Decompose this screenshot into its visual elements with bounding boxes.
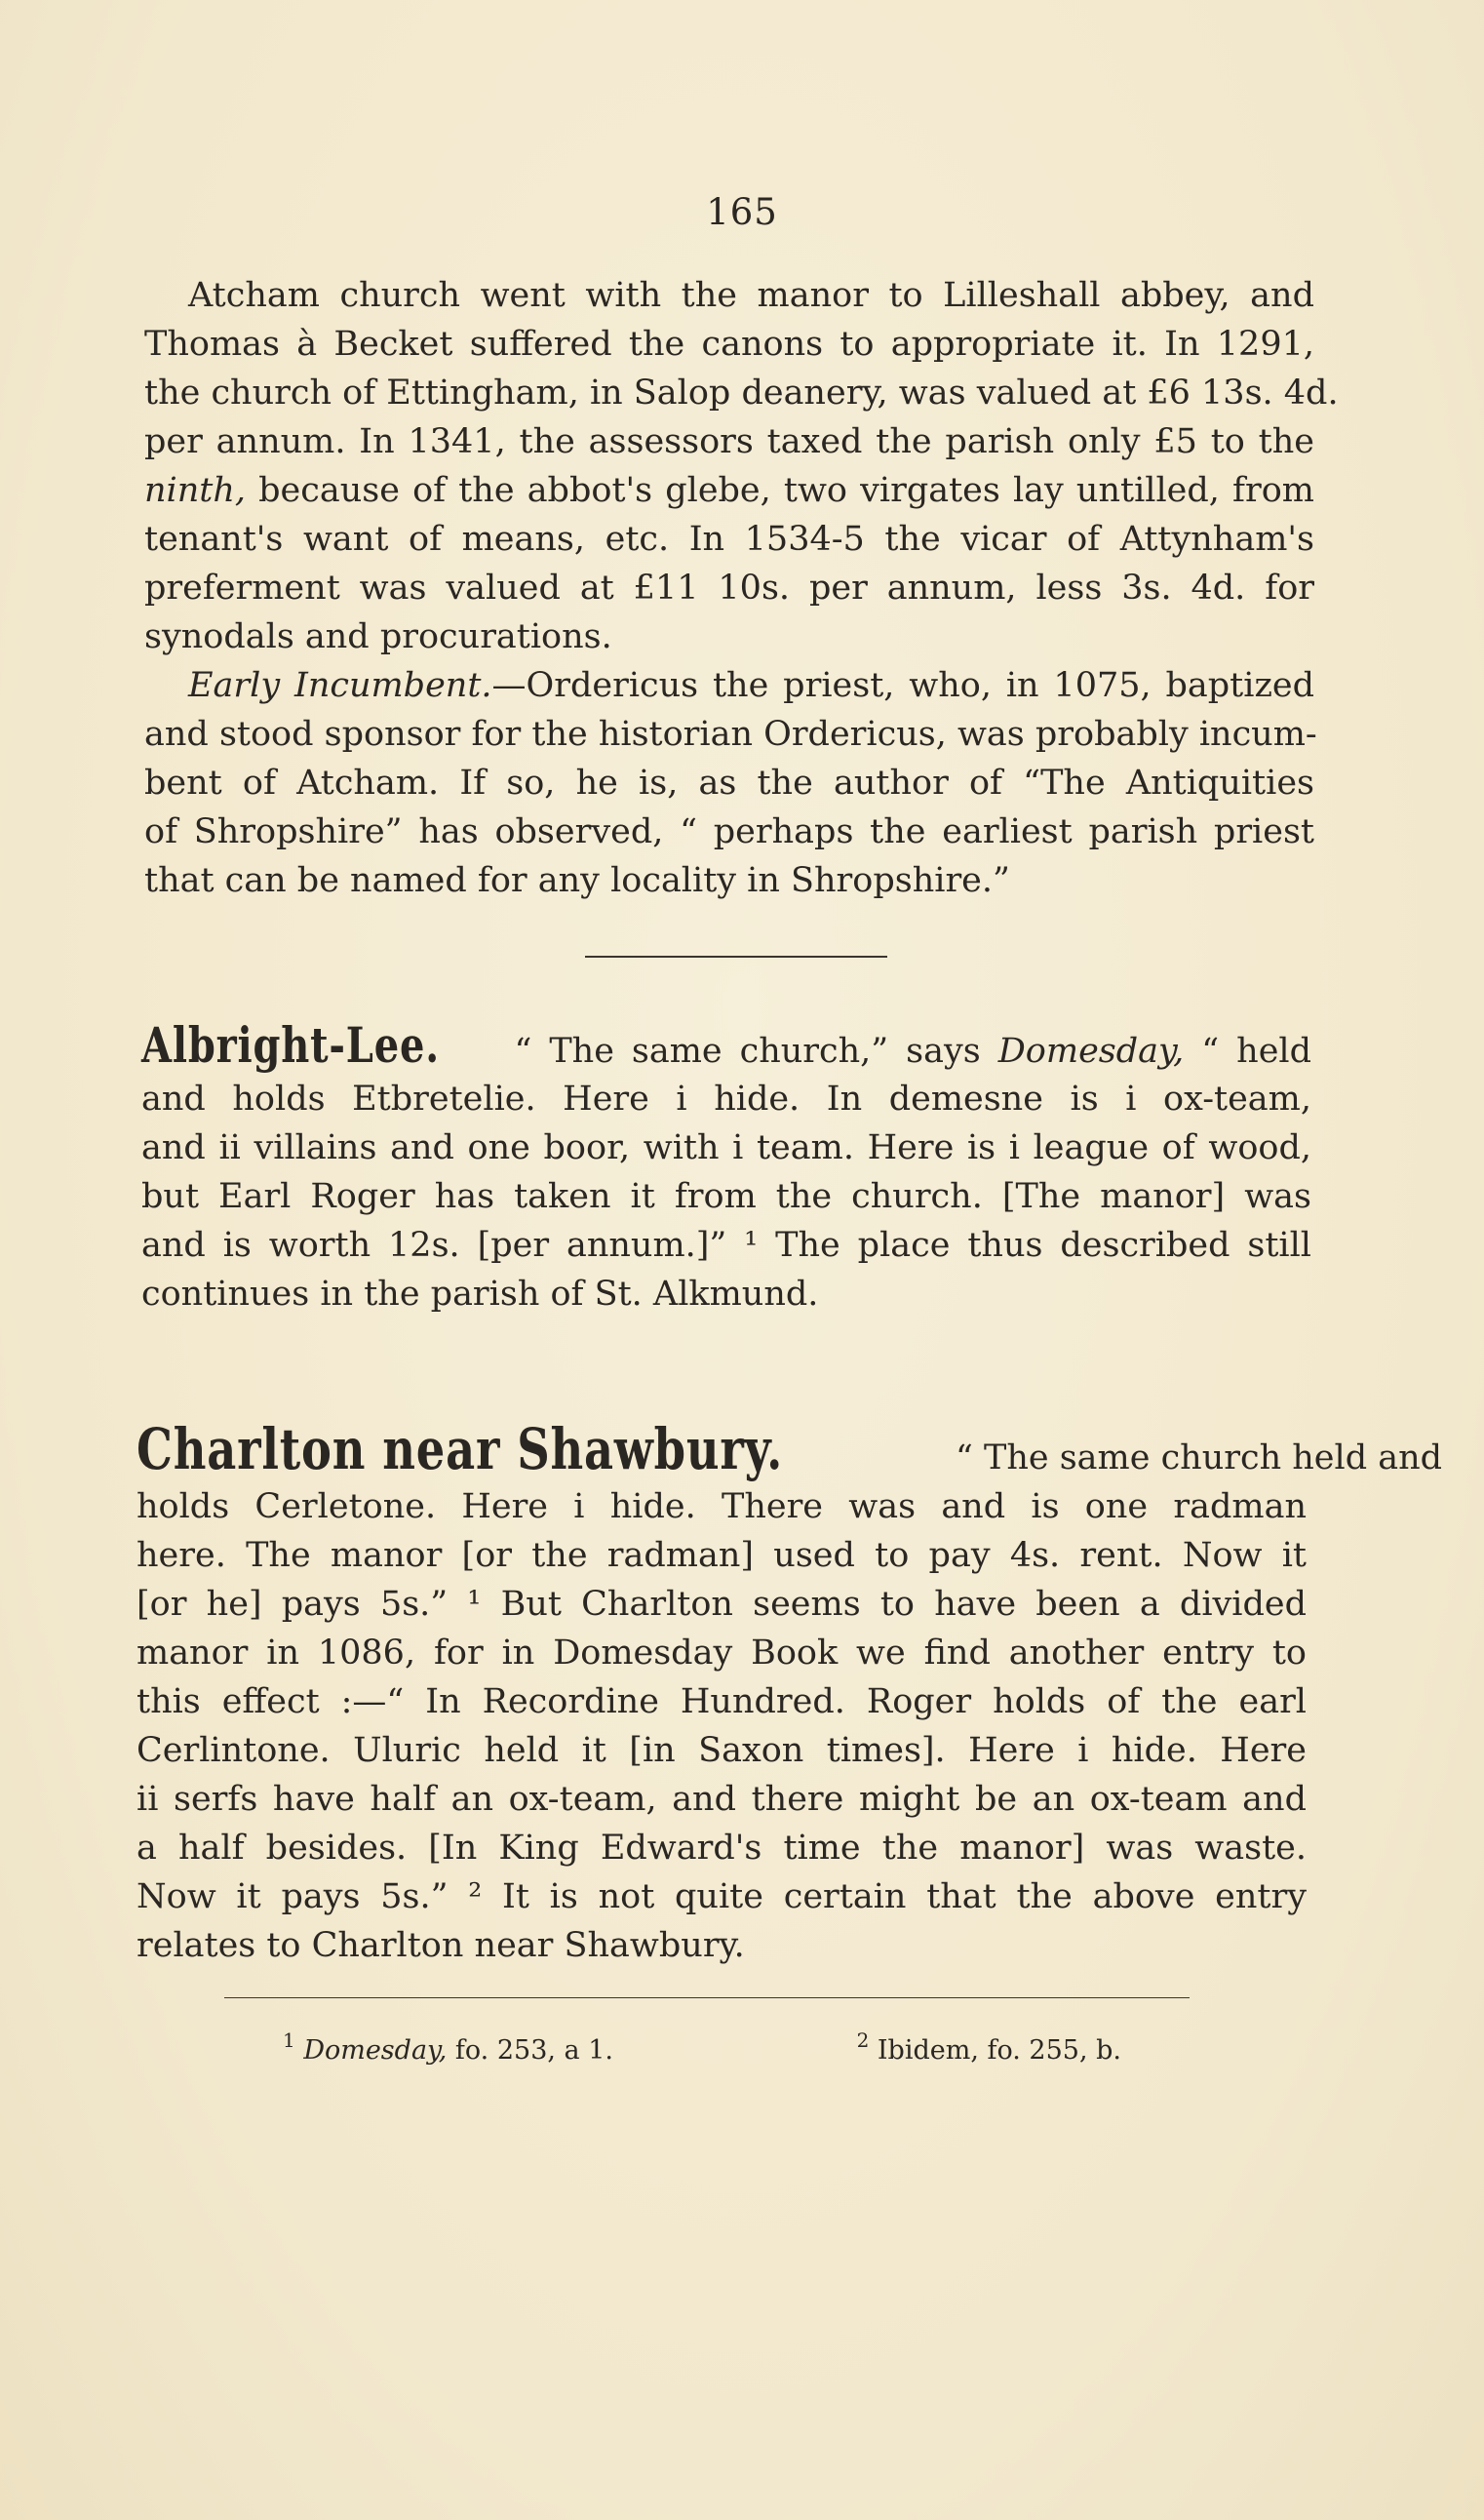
footnote-mark: 2 bbox=[856, 2028, 870, 2052]
section-title: Albright-Lee. bbox=[141, 1016, 440, 1074]
text-line: a half besides. [In King Edward's time the manor] was waste. bbox=[137, 1829, 1307, 1868]
footnote-mark: 1 bbox=[283, 2028, 295, 2052]
italic-word: Domesday, bbox=[997, 1032, 1185, 1071]
text-line: bent of Atcham. If so, he is, as the author of “The Antiquities bbox=[144, 764, 1314, 803]
page-number: 165 bbox=[706, 191, 778, 233]
footnote-text: Ibidem, fo. 255, b. bbox=[869, 2035, 1121, 2066]
text-line: relates to Charlton near Shawbury. bbox=[137, 1926, 745, 1965]
paragraph-early-incumbent bbox=[144, 661, 1317, 905]
text-line: preferment was valued at £11 10s. per annum, less 3s. 4d. for bbox=[144, 569, 1314, 608]
text-line: and is worth 12s. [per annum.]” ¹ The place thus described still bbox=[141, 1226, 1311, 1265]
section-albright-lee bbox=[141, 1016, 1311, 1319]
text-line: and holds Etbretelie. Here i hide. In demesne is i ox-team, bbox=[141, 1080, 1311, 1119]
text-line: [or he] pays 5s.” ¹ But Charlton seems to have been a divided bbox=[137, 1585, 1307, 1624]
section-title: Charlton near Shawbury. bbox=[137, 1416, 784, 1482]
footnote-divider bbox=[224, 1997, 1190, 1998]
text-line: holds Cerletone. Here i hide. There was and is one radman bbox=[137, 1487, 1307, 1526]
footnote-text: fo. 253, a 1. bbox=[447, 2035, 613, 2066]
footnotes bbox=[283, 2028, 1121, 2066]
text-span: “ held bbox=[1184, 1032, 1312, 1071]
text-line bbox=[144, 466, 1314, 515]
text-line: Thomas à Becket suffered the canons to appropriate it. In 1291, bbox=[144, 325, 1314, 364]
text-line: and stood sponsor for the historian Ordericus, was probably incum- bbox=[144, 715, 1317, 754]
footnote-1 bbox=[283, 2028, 613, 2066]
text-line: Atcham church went with the manor to Lilleshall abbey, and bbox=[188, 276, 1314, 315]
section-charlton bbox=[137, 1416, 1443, 1970]
text-line: the church of Ettingham, in Salop deanery, was valued at £6 13s. 4d. bbox=[144, 374, 1339, 413]
text-line: Cerlintone. Uluric held it [in Saxon times]. Here i hide. Here bbox=[137, 1731, 1307, 1770]
text-line: continues in the parish of St. Alkmund. bbox=[141, 1275, 819, 1314]
text-line: manor in 1086, for in Domesday Book we find another entry to bbox=[137, 1634, 1307, 1673]
paragraph-atcham bbox=[144, 271, 1339, 661]
footnote-italic: Domesday, bbox=[303, 2035, 448, 2066]
text-line: this effect :—“ In Recordine Hundred. Roger holds of the earl bbox=[137, 1682, 1307, 1721]
text-line bbox=[141, 1016, 1311, 1075]
text-span: “ The same church held and bbox=[955, 1438, 1443, 1477]
footnote-2 bbox=[857, 2028, 1121, 2066]
text-span: because of the abbot's glebe, two virgates lay untilled, from bbox=[246, 471, 1314, 510]
section-divider bbox=[585, 956, 887, 958]
text-line: and ii villains and one boor, with i team. Here is i league of wood, bbox=[141, 1128, 1311, 1167]
text-line: ii serfs have half an ox-team, and there might be an ox-team and bbox=[137, 1780, 1307, 1819]
text-span: “ The same church,” says bbox=[514, 1032, 998, 1071]
text-line: but Earl Roger has taken it from the church. [The manor] was bbox=[141, 1177, 1311, 1216]
text-span: —Ordericus the priest, who, in 1075, baptized bbox=[491, 666, 1314, 705]
text-line: tenant's want of means, etc. In 1534-5 the vicar of Attynham's bbox=[144, 520, 1314, 559]
text-line: Now it pays 5s.” ² It is not quite certain that the above entry bbox=[137, 1877, 1307, 1916]
paragraph-heading: Early Incumbent. bbox=[188, 666, 492, 705]
text-line bbox=[137, 1416, 1443, 1482]
text-line: here. The manor [or the radman] used to pay 4s. rent. Now it bbox=[137, 1536, 1307, 1575]
text-line bbox=[144, 661, 1314, 710]
text-line: of Shropshire” has observed, “ perhaps the earliest parish priest bbox=[144, 812, 1314, 851]
text-line: that can be named for any locality in Shropshire.” bbox=[144, 861, 1010, 900]
italic-word: ninth, bbox=[144, 471, 247, 510]
text-line: per annum. In 1341, the assessors taxed the parish only £5 to the bbox=[144, 422, 1314, 461]
text-line: synodals and procurations. bbox=[144, 617, 612, 656]
